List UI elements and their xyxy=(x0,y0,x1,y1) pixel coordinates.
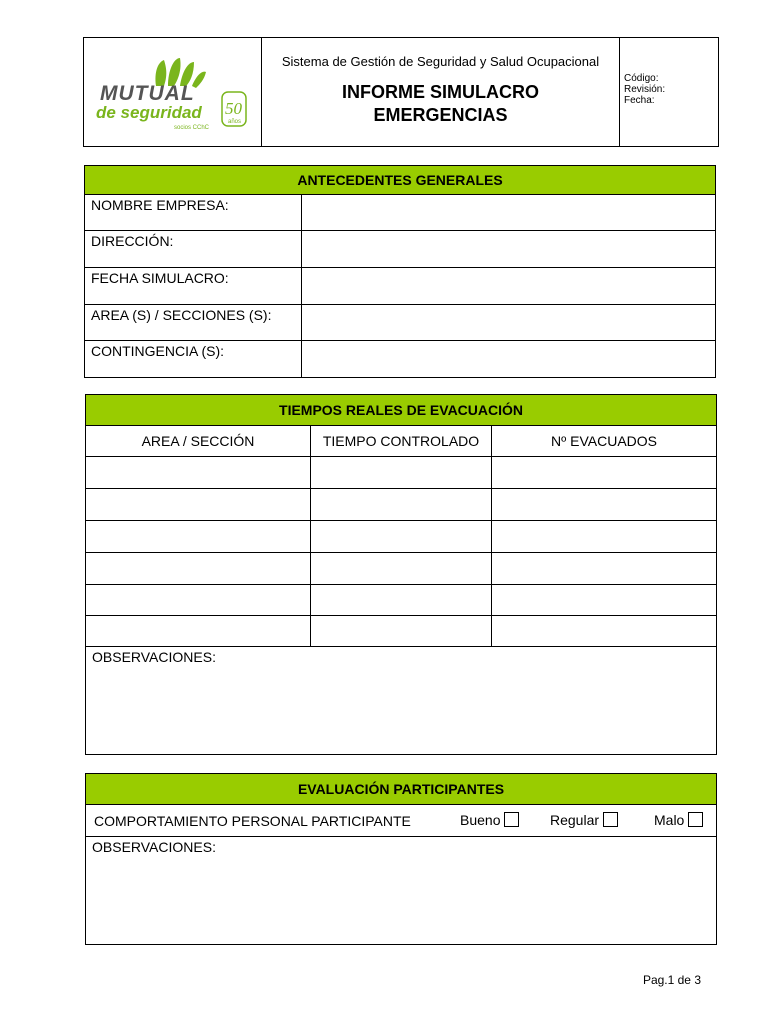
table-row xyxy=(86,489,717,521)
regular-checkbox[interactable] xyxy=(603,812,618,827)
tiempos-observaciones[interactable] xyxy=(86,647,717,755)
logo-cell xyxy=(84,38,262,146)
document-title-line2: EMERGENCIAS xyxy=(373,105,508,125)
evaluacion-table xyxy=(85,773,717,945)
title-cell xyxy=(262,38,620,146)
evacuados-cell[interactable] xyxy=(492,553,717,585)
code-cell xyxy=(624,73,718,106)
logo-socios-text: socios CChC xyxy=(174,125,210,131)
bueno-checkbox[interactable] xyxy=(504,812,519,827)
logo-50-text: 50 xyxy=(225,99,242,118)
comportamiento-label: COMPORTAMIENTO PERSONAL PARTICIPANTE xyxy=(94,812,411,829)
evaluacion-observaciones-label: OBSERVACIONES: xyxy=(92,839,216,855)
logo-mutual-text: MUTUAL xyxy=(100,82,195,105)
document-title-line1: INFORME SIMULACRO xyxy=(342,82,539,102)
malo-checkbox[interactable] xyxy=(688,812,703,827)
nombre-empresa-label: NOMBRE EMPRESA: xyxy=(85,195,302,231)
tiempo-cell[interactable] xyxy=(311,521,492,553)
bueno-label: Bueno xyxy=(460,812,501,828)
comportamiento-row xyxy=(86,805,717,837)
tiempo-cell[interactable] xyxy=(311,489,492,521)
regular-label: Regular xyxy=(550,812,600,828)
areas-field[interactable] xyxy=(302,305,716,341)
antecedentes-title: ANTECEDENTES GENERALES xyxy=(85,166,716,195)
area-cell[interactable] xyxy=(86,585,311,616)
table-row xyxy=(86,616,717,647)
areas-label: AREA (S) / SECCIONES (S): xyxy=(85,305,302,341)
contingencia-label: CONTINGENCIA (S): xyxy=(85,341,302,378)
revision-label: Revisión: xyxy=(624,84,666,95)
evacuados-cell[interactable] xyxy=(492,585,717,616)
tiempos-table xyxy=(85,394,717,755)
fecha-simulacro-label: FECHA SIMULACRO: xyxy=(85,268,302,305)
mutual-logo xyxy=(88,42,258,142)
malo-label: Malo xyxy=(654,812,685,828)
col-tiempo-controlado: TIEMPO CONTROLADO xyxy=(311,426,492,457)
evaluacion-observaciones[interactable] xyxy=(86,837,717,945)
evacuados-cell[interactable] xyxy=(492,457,717,489)
col-evacuados: Nº EVACUADOS xyxy=(492,426,717,457)
area-cell[interactable] xyxy=(86,457,311,489)
direccion-field[interactable] xyxy=(302,231,716,268)
area-cell[interactable] xyxy=(86,553,311,585)
evaluacion-title: EVALUACIÓN PARTICIPANTES xyxy=(86,774,717,805)
area-cell[interactable] xyxy=(86,616,311,647)
logo-anos-text: años xyxy=(228,119,242,125)
tiempo-cell[interactable] xyxy=(311,616,492,647)
direccion-label: DIRECCIÓN: xyxy=(85,231,302,268)
tiempo-cell[interactable] xyxy=(311,553,492,585)
table-row xyxy=(86,553,717,585)
tiempo-cell[interactable] xyxy=(311,457,492,489)
table-row xyxy=(86,521,717,553)
table-row xyxy=(86,585,717,616)
antecedentes-table xyxy=(84,165,716,378)
bueno-option[interactable] xyxy=(460,812,519,828)
fecha-simulacro-field[interactable] xyxy=(302,268,716,305)
col-area-seccion: AREA / SECCIÓN xyxy=(86,426,311,457)
area-cell[interactable] xyxy=(86,521,311,553)
fecha-label: Fecha: xyxy=(624,95,655,106)
tiempo-cell[interactable] xyxy=(311,585,492,616)
regular-option[interactable] xyxy=(550,812,618,828)
area-cell[interactable] xyxy=(86,489,311,521)
table-row xyxy=(86,457,717,489)
logo-seguridad-text: de seguridad xyxy=(96,103,202,122)
tiempos-title: TIEMPOS REALES DE EVACUACIÓN xyxy=(86,395,717,426)
nombre-empresa-field[interactable] xyxy=(302,195,716,231)
system-name: Sistema de Gestión de Seguridad y Salud Ocupacional xyxy=(281,54,600,69)
tiempos-observaciones-label: OBSERVACIONES: xyxy=(92,649,216,665)
evacuados-cell[interactable] xyxy=(492,521,717,553)
malo-option[interactable] xyxy=(654,812,703,828)
evacuados-cell[interactable] xyxy=(492,489,717,521)
codigo-label: Código: xyxy=(624,73,659,84)
document-header xyxy=(83,37,719,147)
page-number: Pag.1 de 3 xyxy=(642,973,701,987)
contingencia-field[interactable] xyxy=(302,341,716,378)
evacuados-cell[interactable] xyxy=(492,616,717,647)
